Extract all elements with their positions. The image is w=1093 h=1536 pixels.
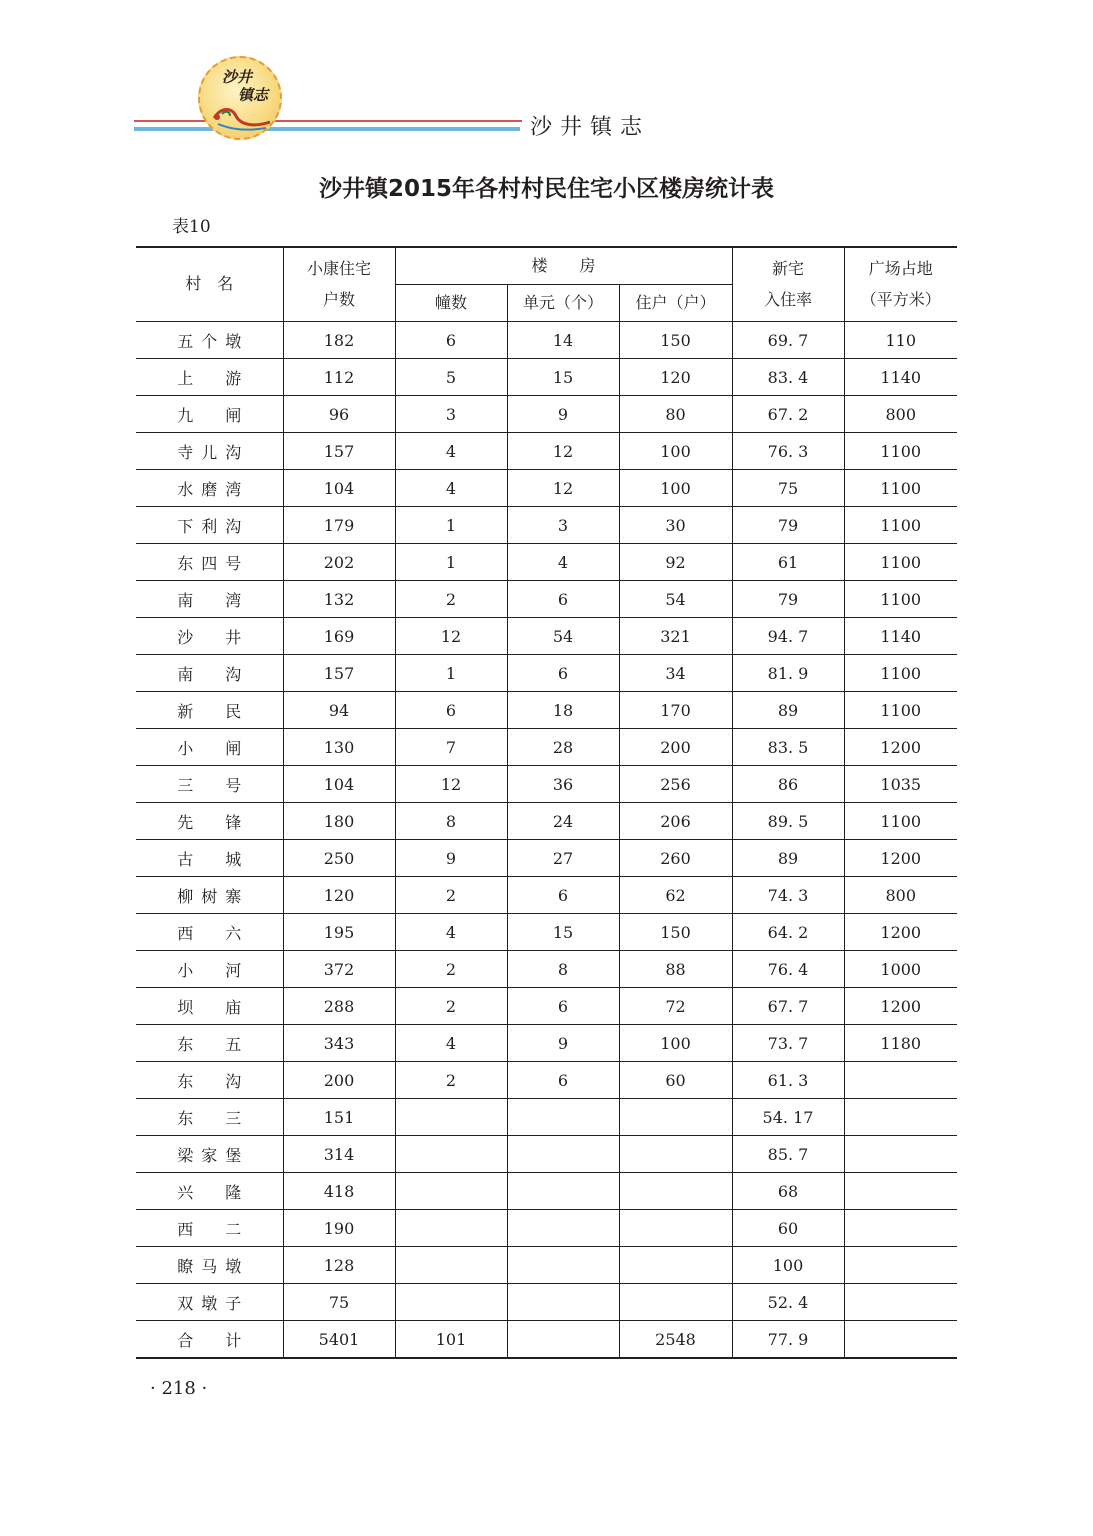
households-cell: 75 (283, 1284, 395, 1321)
village-name: 坝庙 (177, 997, 242, 1017)
building-count-cell (395, 1173, 507, 1210)
village-name-cell (136, 1099, 283, 1136)
units-cell (507, 1136, 619, 1173)
village-name: 沙井 (177, 627, 242, 647)
building-count-cell: 2 (395, 988, 507, 1025)
units-cell: 6 (507, 655, 619, 692)
header-residents: 住户（户） (619, 285, 732, 322)
village-name-cell (136, 877, 283, 914)
plaza-area-cell: 800 (844, 877, 957, 914)
occupancy-cell: 69. 7 (732, 322, 844, 359)
building-count-cell: 2 (395, 581, 507, 618)
village-name-cell (136, 1284, 283, 1321)
occupancy-cell: 94. 7 (732, 618, 844, 655)
households-cell: 104 (283, 470, 395, 507)
building-count-cell: 4 (395, 914, 507, 951)
village-name-cell (136, 766, 283, 803)
occupancy-cell: 67. 2 (732, 396, 844, 433)
occupancy-cell: 61. 3 (732, 1062, 844, 1099)
village-name-cell (136, 1247, 283, 1284)
village-name: 西六 (177, 923, 242, 943)
residents-cell: 88 (619, 951, 732, 988)
phoenix-icon (208, 98, 276, 134)
residents-cell: 150 (619, 322, 732, 359)
table-row (136, 1136, 957, 1173)
village-name-cell (136, 470, 283, 507)
units-cell: 6 (507, 581, 619, 618)
plaza-area-cell: 1100 (844, 581, 957, 618)
header-plaza-area: 广场占地 （平方米） (844, 247, 957, 322)
occupancy-cell: 85. 7 (732, 1136, 844, 1173)
village-name-cell (136, 803, 283, 840)
village-name: 小闸 (177, 738, 242, 758)
table-row (136, 1025, 957, 1062)
households-cell: 96 (283, 396, 395, 433)
table-body (136, 322, 957, 1359)
building-count-cell: 1 (395, 507, 507, 544)
households-cell: 372 (283, 951, 395, 988)
plaza-area-cell: 1200 (844, 988, 957, 1025)
plaza-area-cell: 1100 (844, 544, 957, 581)
village-name-cell (136, 840, 283, 877)
building-count-cell: 8 (395, 803, 507, 840)
residents-cell: 206 (619, 803, 732, 840)
residents-cell: 2548 (619, 1321, 732, 1359)
building-count-cell (395, 1210, 507, 1247)
seal-text-line2: 镇志 (238, 86, 269, 104)
village-name: 南沟 (177, 664, 242, 684)
header-rule-blue (134, 127, 520, 131)
residents-cell: 170 (619, 692, 732, 729)
households-cell: 314 (283, 1136, 395, 1173)
units-cell: 12 (507, 433, 619, 470)
plaza-area-cell: 1100 (844, 692, 957, 729)
households-cell: 169 (283, 618, 395, 655)
building-count-cell: 2 (395, 1062, 507, 1099)
building-count-cell (395, 1247, 507, 1284)
table-row (136, 692, 957, 729)
residents-cell: 60 (619, 1062, 732, 1099)
occupancy-cell: 86 (732, 766, 844, 803)
occupancy-cell: 89 (732, 840, 844, 877)
building-count-cell: 1 (395, 655, 507, 692)
residents-cell (619, 1099, 732, 1136)
households-cell: 130 (283, 729, 395, 766)
residents-cell: 54 (619, 581, 732, 618)
building-count-cell: 101 (395, 1321, 507, 1359)
residents-cell: 92 (619, 544, 732, 581)
units-cell (507, 1173, 619, 1210)
village-name-cell (136, 729, 283, 766)
table-row (136, 581, 957, 618)
households-cell: 202 (283, 544, 395, 581)
plaza-area-cell (844, 1284, 957, 1321)
households-cell: 418 (283, 1173, 395, 1210)
village-name-cell (136, 1173, 283, 1210)
residents-cell (619, 1247, 732, 1284)
units-cell: 14 (507, 322, 619, 359)
table-row (136, 1210, 957, 1247)
table-row (136, 433, 957, 470)
table-row (136, 1173, 957, 1210)
residents-cell: 100 (619, 470, 732, 507)
village-housing-table (136, 246, 957, 1359)
building-count-cell (395, 1099, 507, 1136)
page-number: · 218 · (150, 1378, 208, 1399)
village-name: 新民 (177, 701, 242, 721)
header-building-count: 幢数 (395, 285, 507, 322)
village-name-cell (136, 1062, 283, 1099)
book-title: 沙井镇志 (530, 110, 654, 141)
households-cell: 128 (283, 1247, 395, 1284)
occupancy-cell: 74. 3 (732, 877, 844, 914)
village-name-cell (136, 618, 283, 655)
plaza-area-cell (844, 1247, 957, 1284)
units-cell: 36 (507, 766, 619, 803)
households-cell: 112 (283, 359, 395, 396)
units-cell: 9 (507, 396, 619, 433)
table-row (136, 544, 957, 581)
village-name: 东五 (177, 1034, 242, 1054)
plaza-area-cell: 110 (844, 322, 957, 359)
table-row (136, 396, 957, 433)
village-name-cell (136, 1136, 283, 1173)
village-name: 九闸 (177, 405, 242, 425)
village-name-cell (136, 322, 283, 359)
village-name: 瞭马墩 (177, 1256, 242, 1276)
building-count-cell: 3 (395, 396, 507, 433)
plaza-area-cell (844, 1173, 957, 1210)
units-cell: 3 (507, 507, 619, 544)
plaza-area-cell (844, 1136, 957, 1173)
households-cell: 5401 (283, 1321, 395, 1359)
table-row (136, 1062, 957, 1099)
village-name: 寺儿沟 (177, 442, 242, 462)
occupancy-cell: 67. 7 (732, 988, 844, 1025)
building-count-cell: 4 (395, 470, 507, 507)
header-households: 小康住宅 户数 (283, 247, 395, 322)
residents-cell: 256 (619, 766, 732, 803)
village-name-cell (136, 1321, 283, 1359)
village-name-cell (136, 544, 283, 581)
units-cell: 24 (507, 803, 619, 840)
village-name: 上游 (177, 368, 242, 388)
village-name: 兴隆 (177, 1182, 242, 1202)
plaza-area-cell: 1200 (844, 914, 957, 951)
households-cell: 151 (283, 1099, 395, 1136)
units-cell: 12 (507, 470, 619, 507)
residents-cell: 62 (619, 877, 732, 914)
units-cell (507, 1210, 619, 1247)
plaza-area-cell: 1200 (844, 840, 957, 877)
residents-cell: 100 (619, 1025, 732, 1062)
occupancy-cell: 81. 9 (732, 655, 844, 692)
header-rule-red (134, 120, 522, 122)
table-row (136, 322, 957, 359)
village-name: 梁家堡 (177, 1145, 242, 1165)
building-count-cell: 6 (395, 322, 507, 359)
units-cell: 18 (507, 692, 619, 729)
village-name: 三号 (177, 775, 242, 795)
village-name: 东四号 (177, 553, 242, 573)
village-name: 古城 (177, 849, 242, 869)
residents-cell (619, 1136, 732, 1173)
units-cell: 27 (507, 840, 619, 877)
village-name: 南湾 (177, 590, 242, 610)
units-cell: 4 (507, 544, 619, 581)
table-row (136, 1247, 957, 1284)
occupancy-cell: 89 (732, 692, 844, 729)
village-name-cell (136, 1210, 283, 1247)
village-name: 小河 (177, 960, 242, 980)
units-cell (507, 1321, 619, 1359)
village-name: 下利沟 (177, 516, 242, 536)
header-village: 村 名 (136, 247, 283, 322)
village-name-cell (136, 359, 283, 396)
residents-cell: 321 (619, 618, 732, 655)
plaza-area-cell (844, 1321, 957, 1359)
residents-cell: 200 (619, 729, 732, 766)
table-row (136, 470, 957, 507)
occupancy-cell: 89. 5 (732, 803, 844, 840)
plaza-area-cell: 1180 (844, 1025, 957, 1062)
occupancy-cell: 83. 5 (732, 729, 844, 766)
village-name-cell (136, 581, 283, 618)
table-header (136, 247, 957, 322)
village-name: 先锋 (177, 812, 242, 832)
table-row (136, 988, 957, 1025)
plaza-area-cell (844, 1062, 957, 1099)
plaza-area-cell: 1100 (844, 470, 957, 507)
households-cell: 195 (283, 914, 395, 951)
households-cell: 120 (283, 877, 395, 914)
village-name-cell (136, 692, 283, 729)
table-row (136, 951, 957, 988)
residents-cell: 34 (619, 655, 732, 692)
residents-cell (619, 1284, 732, 1321)
village-name-cell (136, 988, 283, 1025)
residents-cell: 80 (619, 396, 732, 433)
occupancy-cell: 76. 4 (732, 951, 844, 988)
plaza-area-cell: 1100 (844, 655, 957, 692)
residents-cell: 260 (619, 840, 732, 877)
units-cell: 28 (507, 729, 619, 766)
units-cell: 54 (507, 618, 619, 655)
residents-cell: 120 (619, 359, 732, 396)
residents-cell: 72 (619, 988, 732, 1025)
building-count-cell: 4 (395, 1025, 507, 1062)
building-count-cell (395, 1136, 507, 1173)
building-count-cell: 4 (395, 433, 507, 470)
plaza-area-cell: 1100 (844, 803, 957, 840)
table-title: 沙井镇2015年各村村民住宅小区楼房统计表 (318, 176, 774, 202)
households-cell: 250 (283, 840, 395, 877)
village-name: 合计 (177, 1330, 242, 1350)
building-count-cell: 5 (395, 359, 507, 396)
table-row (136, 914, 957, 951)
table-row (136, 729, 957, 766)
table-row (136, 803, 957, 840)
occupancy-cell: 73. 7 (732, 1025, 844, 1062)
building-count-cell: 6 (395, 692, 507, 729)
page-header (0, 0, 1093, 150)
occupancy-cell: 64. 2 (732, 914, 844, 951)
plaza-area-cell: 1035 (844, 766, 957, 803)
building-count-cell: 12 (395, 766, 507, 803)
village-name-cell (136, 507, 283, 544)
households-cell: 343 (283, 1025, 395, 1062)
units-cell: 6 (507, 1062, 619, 1099)
plaza-area-cell: 800 (844, 396, 957, 433)
households-cell: 157 (283, 433, 395, 470)
households-cell: 94 (283, 692, 395, 729)
occupancy-cell: 54. 17 (732, 1099, 844, 1136)
units-cell: 6 (507, 877, 619, 914)
building-count-cell: 2 (395, 877, 507, 914)
plaza-area-cell: 1100 (844, 507, 957, 544)
households-cell: 288 (283, 988, 395, 1025)
village-name-cell (136, 396, 283, 433)
households-cell: 132 (283, 581, 395, 618)
units-cell: 15 (507, 359, 619, 396)
plaza-area-cell: 1100 (844, 433, 957, 470)
plaza-area-cell: 1140 (844, 618, 957, 655)
building-count-cell: 9 (395, 840, 507, 877)
plaza-area-cell: 1140 (844, 359, 957, 396)
occupancy-cell: 52. 4 (732, 1284, 844, 1321)
village-name-cell (136, 914, 283, 951)
occupancy-cell: 60 (732, 1210, 844, 1247)
village-name-cell (136, 1025, 283, 1062)
village-name: 五个墩 (177, 331, 242, 351)
residents-cell: 150 (619, 914, 732, 951)
households-cell: 200 (283, 1062, 395, 1099)
occupancy-cell: 68 (732, 1173, 844, 1210)
residents-cell: 100 (619, 433, 732, 470)
table-row (136, 359, 957, 396)
plaza-area-cell: 1200 (844, 729, 957, 766)
households-cell: 179 (283, 507, 395, 544)
households-cell: 190 (283, 1210, 395, 1247)
plaza-area-cell: 1000 (844, 951, 957, 988)
village-name-cell (136, 951, 283, 988)
units-cell: 15 (507, 914, 619, 951)
building-count-cell: 2 (395, 951, 507, 988)
building-count-cell (395, 1284, 507, 1321)
residents-cell: 30 (619, 507, 732, 544)
header-buildings-group: 楼 房 (395, 247, 732, 285)
village-name: 双墩子 (177, 1293, 242, 1313)
table-row (136, 618, 957, 655)
residents-cell (619, 1210, 732, 1247)
book-seal-logo (198, 56, 282, 140)
building-count-cell: 7 (395, 729, 507, 766)
table-row (136, 840, 957, 877)
village-name-cell (136, 655, 283, 692)
units-cell (507, 1284, 619, 1321)
table-number: 表10 (172, 217, 211, 237)
table-row (136, 655, 957, 692)
households-cell: 180 (283, 803, 395, 840)
village-name: 西二 (177, 1219, 242, 1239)
occupancy-cell: 77. 9 (732, 1321, 844, 1359)
table-row (136, 766, 957, 803)
residents-cell (619, 1173, 732, 1210)
header-units: 单元（个） (507, 285, 619, 322)
table-row (136, 877, 957, 914)
table-row (136, 507, 957, 544)
occupancy-cell: 79 (732, 581, 844, 618)
village-name: 东沟 (177, 1071, 242, 1091)
header-occupancy: 新宅 入住率 (732, 247, 844, 322)
households-cell: 182 (283, 322, 395, 359)
plaza-area-cell (844, 1210, 957, 1247)
households-cell: 104 (283, 766, 395, 803)
households-cell: 157 (283, 655, 395, 692)
occupancy-cell: 61 (732, 544, 844, 581)
village-name-cell (136, 433, 283, 470)
seal-text-line1: 沙井 (222, 68, 253, 86)
village-name: 水磨湾 (177, 479, 242, 499)
occupancy-cell: 83. 4 (732, 359, 844, 396)
table-row (136, 1099, 957, 1136)
building-count-cell: 12 (395, 618, 507, 655)
building-count-cell: 1 (395, 544, 507, 581)
units-cell: 9 (507, 1025, 619, 1062)
table-row (136, 1284, 957, 1321)
village-name: 柳树寨 (177, 886, 242, 906)
occupancy-cell: 76. 3 (732, 433, 844, 470)
occupancy-cell: 100 (732, 1247, 844, 1284)
occupancy-cell: 79 (732, 507, 844, 544)
plaza-area-cell (844, 1099, 957, 1136)
units-cell (507, 1247, 619, 1284)
units-cell (507, 1099, 619, 1136)
units-cell: 8 (507, 951, 619, 988)
village-name: 东三 (177, 1108, 242, 1128)
occupancy-cell: 75 (732, 470, 844, 507)
units-cell: 6 (507, 988, 619, 1025)
table-row (136, 1321, 957, 1359)
